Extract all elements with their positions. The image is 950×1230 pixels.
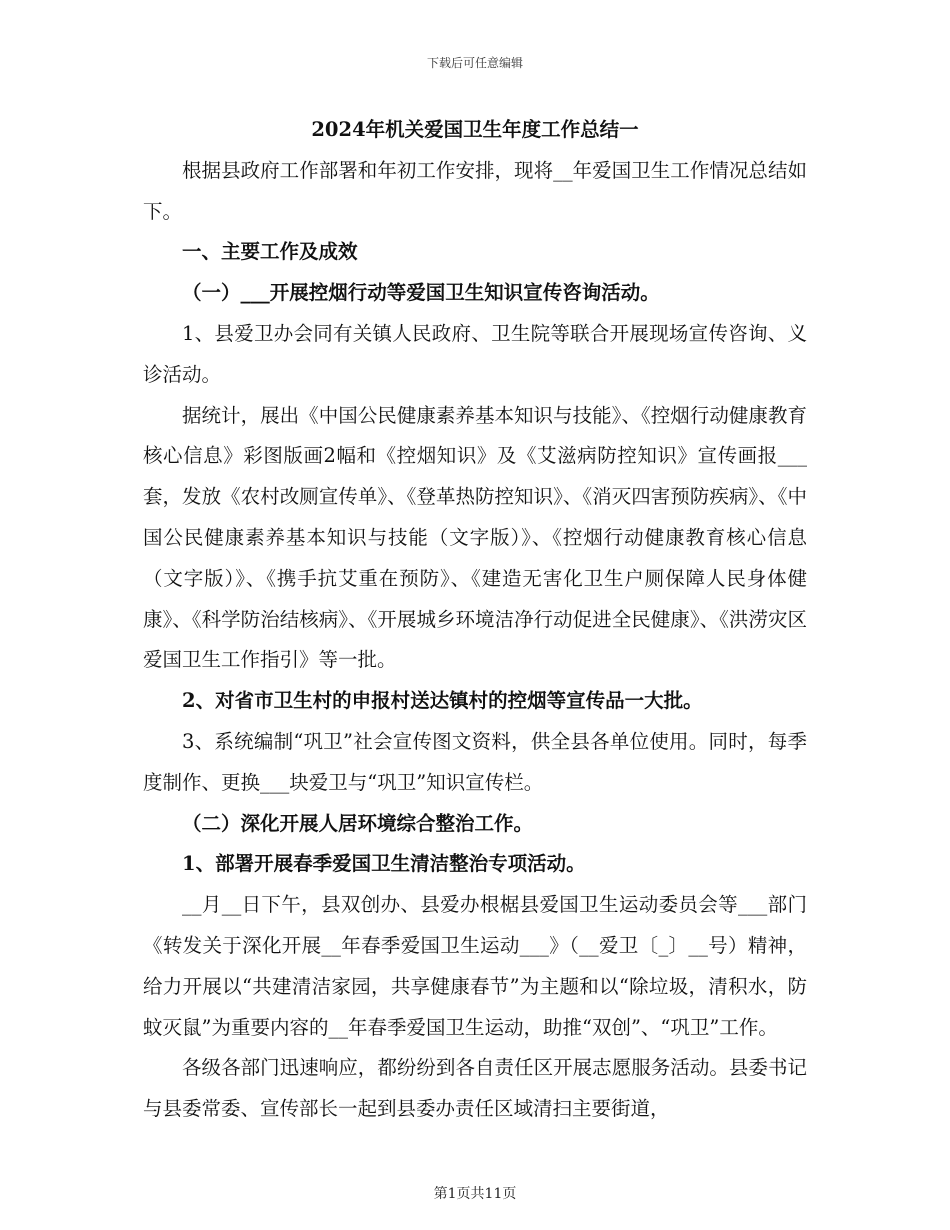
paragraph-response: 各级各部门迅速响应，都纷纷到各自责任区开展志愿服务活动。县委书记与县委常委、宣传部长一起到县委办责任区域清扫主要街道， [143, 1056, 807, 1121]
subsection-heading-1: （一）___开展控烟行动等爱国卫生知识宣传咨询活动。 [182, 281, 660, 305]
paragraph-intro: 根据县政府工作部署和年初工作安排，现将__年爱国卫生工作情况总结如下。 [143, 158, 807, 223]
header-note: 下载后可任意编辑 [426, 56, 523, 70]
paragraph-item-4: 1、部署开展春季爱国卫生清洁整治专项活动。 [182, 852, 586, 876]
section-heading-1: 一、主要工作及成效 [182, 240, 358, 264]
page-number: 第1页共11页 [433, 1186, 517, 1202]
paragraph-item-2: 2、对省市卫生村的申报村送达镇村的控烟等宣传品一大批。 [182, 689, 703, 713]
subsection-heading-2: （二）深化开展人居环境综合整治工作。 [182, 811, 534, 835]
paragraph-spring-campaign: __月__日下午，县双创办、县爱办根椐县爱国卫生运动委员会等___部门《转发关于深化开展__年春季爱国卫生运动___》（__爱卫〔_〕__号）精神，给力开展以“共建清洁家园，共享健康春节”为主题和以“除垃圾，清积水，防蚊灭鼠”为重要内容的__年春季爱国卫生运动，助推“双创”、“巩卫”工作。 [143, 893, 807, 1039]
document-body [143, 110, 807, 1130]
document-title: 2024年机关爱国卫生年度工作总结一 [311, 118, 639, 141]
paragraph-item-1: 1、县爱卫办会同有关镇人民政府、卫生院等联合开展现场宣传咨询、义诊活动。 [143, 321, 807, 386]
paragraph-statistics: 据统计，展出《中国公民健康素养基本知识与技能》、《控烟行动健康教育核心信息》彩图版画2幅和《控烟知识》及《艾滋病防控知识》宣传画报___套，发放《农村改厕宣传单》、《登革热防控知识》、《消灭四害预防疾病》、《中国公民健康素养基本知识与技能（文字版）》、《控烟行动健康教育核心信息（文字版）》、《携手抗艾重在预防》、《建造无害化卫生户厕保障人民身体健康》、《科学防治结核病》、《开展城乡环境洁净行动促进全民健康》、《洪涝灾区爱国卫生工作指引》等一批。 [143, 403, 807, 672]
paragraph-item-3: 3、系统编制“巩卫”社会宣传图文资料，供全县各单位使用。同时，每季度制作、更换___块爱卫与“巩卫”知识宣传栏。 [143, 729, 807, 794]
